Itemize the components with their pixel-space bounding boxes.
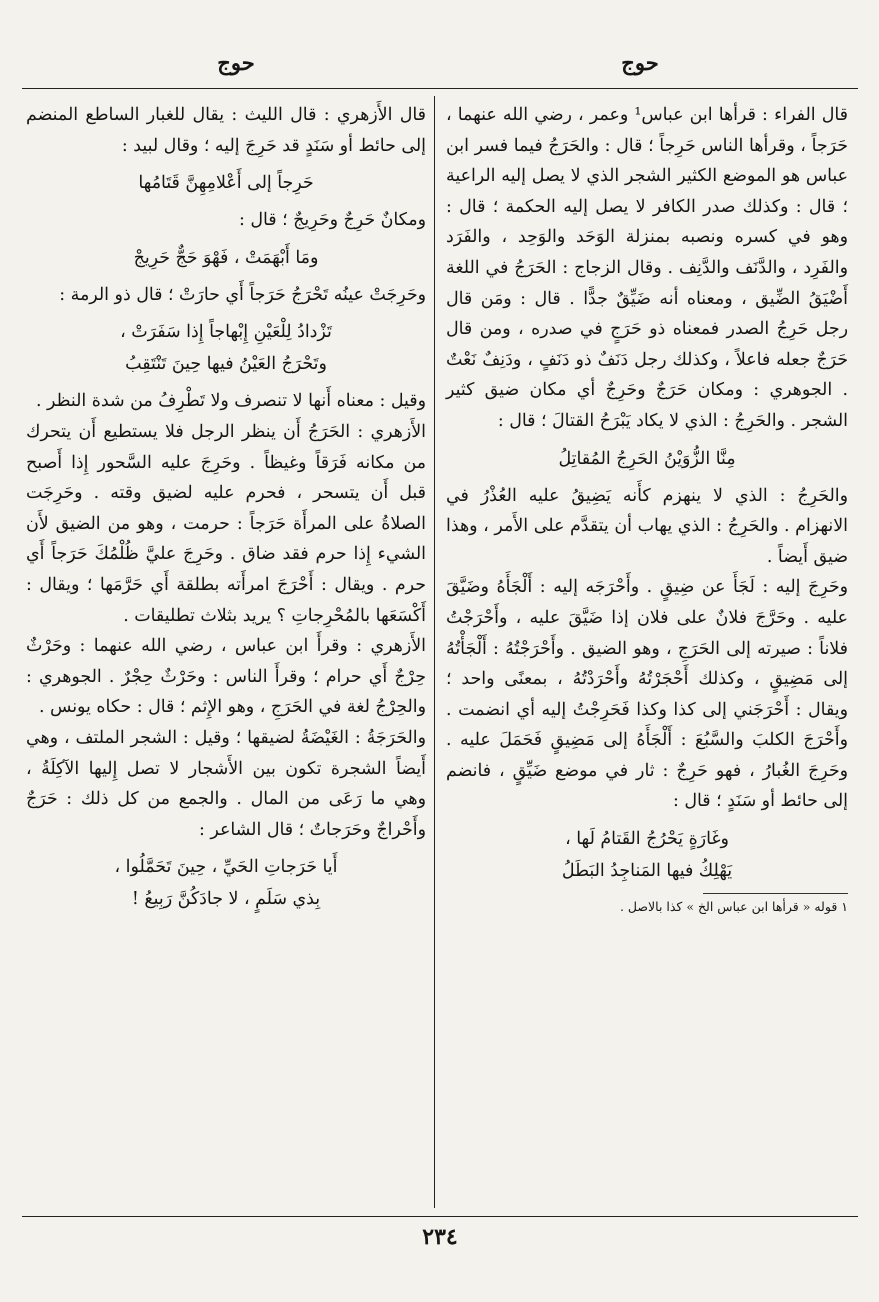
paragraph: قال الأَزهري : قال الليث : يقال للغبار الساطع المنضم إلى حائط أو سَنَدٍ قد حَرِجَ إليه ؛ وقال لبيد :	[26, 105, 426, 156]
verse	[26, 851, 426, 915]
top-rule	[22, 88, 858, 89]
paragraph: الأَزهري : الحَرَجُ أَن ينظر الرجل فلا يستطيع أَن يتحرك من مكانه فَرَقاً وغيظاً . وحَرِجَ عليه السَّحور إِذا أَصبح قبل أَن يتسحر ، فحرم عليه لضيق وقته . وحَرِجَت الصلاةُ على المرأَة حَرَجاً : حرمت ، وهو من الضيق لأَن الشيء إِذا حرم فقد ضاق . وحَرِجَ عليَّ ظُلْمُكَ حَرَجاً أَي حرم . ويقال : أَحْرَجَ امرأَته بطلقة أَي حَرَّمَها ؛ ويقال : أَكْسَعَها بالمُحْرِجاتِ ؟ يريد بثلاث تطليقات .	[26, 421, 426, 626]
verse-line: وغَارَةٍ يَحْرُجُ القَتامُ لَها ،	[565, 829, 729, 850]
verse-line: حَرِجاً إلى أَعْلامِهِنَّ قَتَامُها	[138, 173, 314, 194]
verse	[26, 316, 426, 380]
verse-line: مِنَّا الزُّوَيْنُ الحَرِجُ المُقاتِلُ	[558, 448, 736, 469]
paragraph: الأَزهري : وقرأَ ابن عباس ، رضي الله عنهما : وحَرْثٌ حِرْجٌ أَي حرام ؛ وقرأَ الناس : وحَرْثٌ حِجْرٌ . الجوهري : والحِرْجُ لغة في الحَرَجِ ، وهو الإِثم ؛ قال : حكاه يونس .	[26, 636, 426, 718]
paragraph: وحَرِجَتْ عينُه تَحْرَجُ حَرَجاً أَي حارَتْ ؛ قال ذو الرمة :	[59, 284, 426, 305]
verse-line: بِذي سَلَمٍ ، لا جادَكُنَّ رَبِيعُ !	[131, 889, 321, 910]
verse	[446, 823, 848, 887]
verse-line: تَزْدادُ لِلْعَيْنِ إِبْهاجاً إِذا سَفَرَتْ ،	[120, 322, 332, 343]
verse	[446, 443, 848, 475]
verse-line: وتَحْرَجُ العَيْنُ فيها حِينَ تَنْتَقِبُ	[125, 354, 327, 375]
paragraph: ومكانٌ حَرِجٌ وحَرِيجٌ ؛ قال :	[238, 210, 426, 231]
verse-line: ومَا أَبْهَمَتْ ، فَهْوَ حَجٌّ حَرِيجْ	[133, 247, 319, 268]
paragraph: وحَرِجَ إليه : لَجَأَ عن ضِيقٍ . وأَحْرَجَه إليه : أَلْجَأَهُ وضَيَّقَ عليه . وحَرَّجَ فلانٌ على فلان إذا ضَيَّقَ عليه ، وأَحْرَجْتُ فلاناً : صيرته إلى الحَرَجِ ، وهو الضيق . وأَحْرَجْتُهُ : أَلْجَأْتُهُ إلى مَضِيقٍ ، وكذلك أَحْجَرْتُهُ وأَحْرَدْتُهُ ، بمعنًى واحد ؛ ويقال : أَحْرَجَني إلى كذا وكذا فَحَرِجْتُ إليه أي انضمت . وأَحْرَجَ الكلبَ والسَّبُعَ : أَلْجَأَهُ إلى مَضِيقٍ فَحَمَلَ عليه . وحَرِجَ الغُبارُ ، فهو حَرِجٌ : ثار في موضع ضَيِّقٍ ، فانضم إلى حائط أو سَنَدٍ ؛ قال :	[446, 577, 848, 812]
header-word-left: حوج	[217, 50, 255, 75]
verse	[26, 167, 426, 199]
page-number: ٢٣٤	[422, 1224, 458, 1250]
paragraph: وقيل : معناه أَنها لا تنصرف ولا تَطْرِفُ من شدة النظر .	[35, 391, 426, 412]
verse-line: أَيا حَرَجاتِ الحَيِّ ، حِينَ تَحَمَّلُوا ،	[114, 857, 338, 878]
right-column	[446, 100, 848, 918]
column-divider	[434, 96, 435, 1208]
verse	[26, 242, 426, 274]
header-word-right: حوج	[621, 50, 659, 75]
footnote: ١ قوله « قرأها ابن عباس الخ » كذا بالاصل .	[619, 899, 848, 915]
verse-line: يَهْلِكُ فيها المَناجِدُ البَطَلُ	[561, 861, 733, 882]
paragraph: والحَرِجُ : الذي لا ينهزم كأَنه يَضِيقُ عليه العُذْرُ في الانهزام . والحَرِجُ : الذي يهاب أن يتقدَّم على الأَمر ، وهذا ضيق أَيضاً .	[446, 485, 848, 567]
bottom-rule	[22, 1216, 858, 1217]
footnote-rule	[703, 893, 848, 894]
paragraph: قال الفراء : قرأها ابن عباس¹ وعمر ، رضي الله عنهما ، حَرَجاً ، وقرأها الناس حَرِجاً ؛ قال : والحَرَجُ فيما فسر ابن عباس هو الموضع الكثير الشجر الذي لا يصل إليه الراعية ؛ قال : وكذلك صدر الكافر لا يصل إليه الحكمة ؛ قال : وهو في كسره ونصبه بمنزلة الوَحَد والوَحِد ، والفَرَد والفَرِد ، والدَّنَف والدَّنِف . وقال الزجاج : الحَرَجُ في اللغة أَضْيَقُ الضِّيق ، ومعناه أنه ضَيِّقٌ جدًّا . قال : ومَن قال رجل حَرِجُ الصدر فمعناه ذو حَرَجٍ في صدره ، ومن قال حَرَجٌ جعله فاعلاً ، وكذلك رجل دَنَفٌ ذو دَنَفٍ ، ودَنِفٌ نَعْتٌ . الجوهري : ومكان حَرَجٌ وحَرِجٌ أي مكان ضيق كثير الشجر . والحَرِجُ : الذي لا يكاد يَبْرَحُ القتالَ ؛ قال :	[446, 105, 848, 431]
paragraph: والحَرَجَةُ : الغَيْضَةُ لضيقها ؛ وقيل : الشجر الملتف ، وهي أَيضاً الشجرة تكون بين الأَشجار لا تصل إِليها الآكِلَةُ ، وهي ما رَعَى من المال . والجمع من كل ذلك : حَرَجٌ وأَحْراجٌ وحَرَجاتٌ ؛ قال الشاعر :	[26, 727, 426, 840]
left-column	[26, 100, 426, 921]
